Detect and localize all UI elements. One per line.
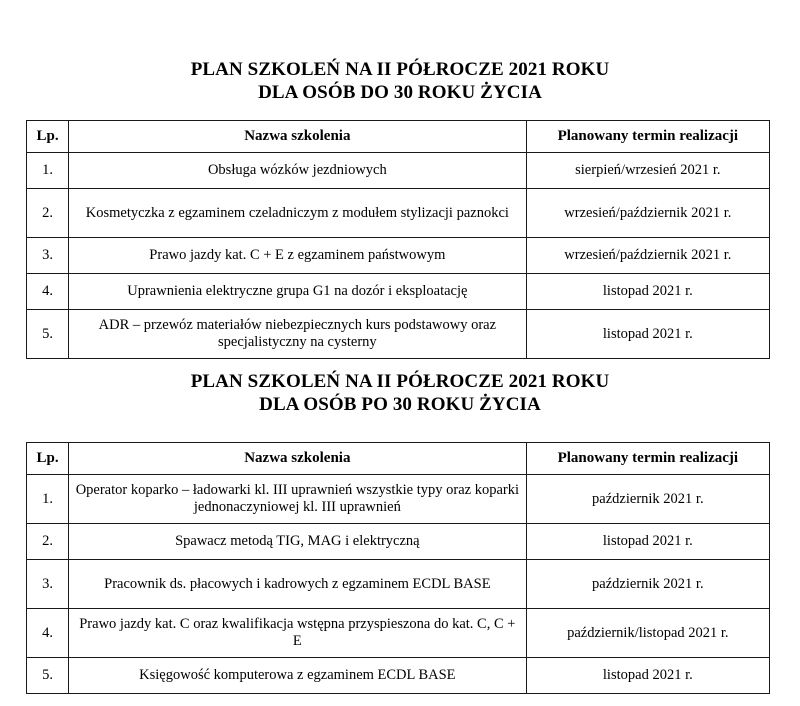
cell-planned-term: sierpień/wrzesień 2021 r. (526, 153, 769, 189)
column-header-training-name: Nazwa szkolenia (69, 121, 527, 153)
cell-planned-term: listopad 2021 r. (526, 310, 769, 359)
section-2-title-line-1: PLAN SZKOLEŃ NA II PÓŁROCZE 2021 ROKU (190, 371, 610, 392)
cell-planned-term: październik 2021 r. (526, 560, 769, 609)
cell-training-name: Prawo jazdy kat. C + E z egzaminem państwowym (69, 238, 527, 274)
table-row (27, 475, 770, 524)
column-header-lp: Lp. (27, 121, 69, 153)
column-header-training-name: Nazwa szkolenia (69, 443, 527, 475)
cell-planned-term: październik/listopad 2021 r. (526, 609, 769, 658)
cell-training-name: Prawo jazdy kat. C oraz kwalifikacja wstępna przyspieszona do kat. C, C + E (69, 609, 527, 658)
section-1-title (0, 58, 800, 104)
table-row (27, 609, 770, 658)
cell-planned-term: wrzesień/październik 2021 r. (526, 189, 769, 238)
table-header-row (27, 443, 770, 475)
cell-planned-term: listopad 2021 r. (526, 524, 769, 560)
section-2-title-line-2: DLA OSÓB PO 30 ROKU ŻYCIA (259, 394, 541, 415)
table-row (27, 238, 770, 274)
cell-training-name: Pracownik ds. płacowych i kadrowych z egzaminem ECDL BASE (69, 560, 527, 609)
cell-lp: 1. (27, 153, 69, 189)
cell-planned-term: październik 2021 r. (526, 475, 769, 524)
cell-training-name: Uprawnienia elektryczne grupa G1 na dozór i eksploatację (69, 274, 527, 310)
cell-training-name: Spawacz metodą TIG, MAG i elektryczną (69, 524, 527, 560)
cell-lp: 3. (27, 238, 69, 274)
table-row (27, 560, 770, 609)
section-2-title (0, 370, 800, 416)
table-header-row (27, 121, 770, 153)
section-1-title-line-2: DLA OSÓB DO 30 ROKU ŻYCIA (258, 82, 542, 103)
cell-lp: 5. (27, 310, 69, 359)
cell-lp: 2. (27, 189, 69, 238)
cell-lp: 2. (27, 524, 69, 560)
section-1-title-line-1: PLAN SZKOLEŃ NA II PÓŁROCZE 2021 ROKU (190, 59, 610, 80)
cell-planned-term: wrzesień/październik 2021 r. (526, 238, 769, 274)
cell-planned-term: listopad 2021 r. (526, 274, 769, 310)
column-header-planned-term: Planowany termin realizacji (526, 443, 769, 475)
cell-lp: 4. (27, 274, 69, 310)
table-row (27, 658, 770, 694)
table-row (27, 274, 770, 310)
cell-training-name: ADR – przewóz materiałów niebezpiecznych kurs podstawowy oraz specjalistyczny na cysterny (69, 310, 527, 359)
cell-lp: 4. (27, 609, 69, 658)
cell-training-name: Operator koparko – ładowarki kl. III uprawnień wszystkie typy oraz koparki jednonaczyniowej kl. III uprawnień (69, 475, 527, 524)
table-row (27, 189, 770, 238)
table-row (27, 153, 770, 189)
training-plan-table-over-30 (26, 442, 770, 694)
cell-training-name: Obsługa wózków jezdniowych (69, 153, 527, 189)
cell-lp: 1. (27, 475, 69, 524)
column-header-planned-term: Planowany termin realizacji (526, 121, 769, 153)
cell-lp: 3. (27, 560, 69, 609)
cell-training-name: Kosmetyczka z egzaminem czeladniczym z modułem stylizacji paznokci (69, 189, 527, 238)
cell-planned-term: listopad 2021 r. (526, 658, 769, 694)
cell-training-name: Księgowość komputerowa z egzaminem ECDL BASE (69, 658, 527, 694)
table-row (27, 524, 770, 560)
training-plan-table-under-30 (26, 120, 770, 359)
cell-lp: 5. (27, 658, 69, 694)
column-header-lp: Lp. (27, 443, 69, 475)
table-row (27, 310, 770, 359)
